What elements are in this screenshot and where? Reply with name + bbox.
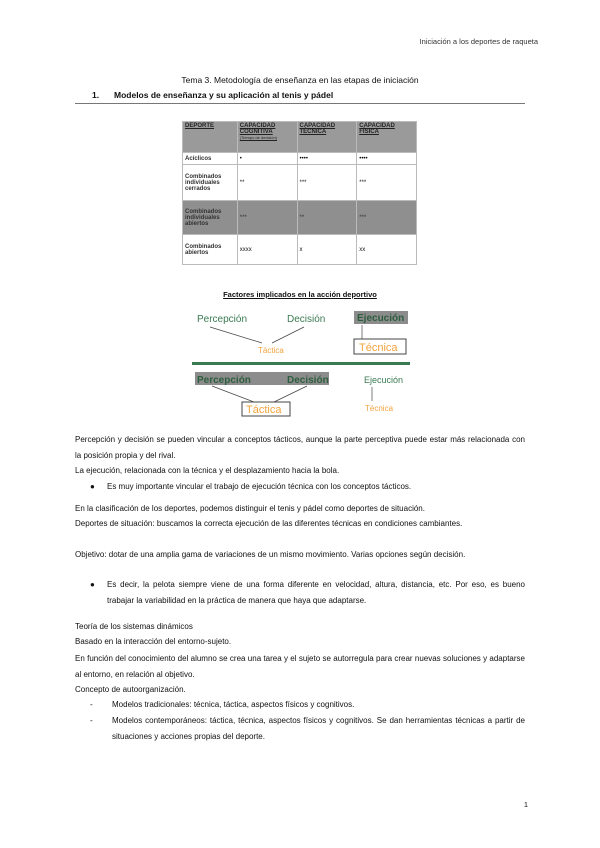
bullet-text: Es muy importante vincular el trabajo de ejecución técnica con los conceptos tácticos. [107,482,412,491]
bullet-text: Es decir, la pelota siempre viene de una forma diferente en velocidad, altura, distancia, etc. Por eso, es bueno trabajar la variabilidad en la práctica de manera que haya que adaptarse. [107,580,525,605]
paragraph: En función del conocimiento del alumno se crea una tarea y el sujeto se autorregula para crear nuevas soluciones y adaptarse al entorno, en relación al objetivo. [75,654,525,679]
table-cell: *** [237,201,297,235]
section-number: 1. [92,90,100,100]
document-title: Tema 3. Metodología de enseñanza en las etapas de iniciación [181,75,419,85]
bottom-connector-right [274,386,307,402]
dash-text: Modelos contemporáneos: táctica, técnica, aspectos físicos y cognitivos. Se dan herramientas técnicas a partir de situaciones y acciones propias del deporte. [112,716,525,741]
table-row [183,235,417,265]
table-cell: Combinados abiertos [183,235,238,265]
table-row [183,153,417,165]
bottom-tactics-label: Táctica [246,404,282,416]
top-technique-label: Técnica [359,342,398,354]
table-cell: Combinados individuales abiertos [183,201,238,235]
table-header: CAPACIDAD COGNITIVA (Tiempo de decisión) [237,122,297,153]
header-note: (Tiempo de decisión) [239,135,277,140]
table-cell: ** [297,201,357,235]
table-header: CAPACIDAD TÉCNICA [297,122,357,153]
paragraph: Basado en la interacción del entorno-sujeto. [75,637,232,646]
paragraph: En la clasificación de los deportes, podemos distinguir el tenis y pádel como deportes de situación. [75,504,425,513]
section-title: Modelos de enseñanza y su aplicación al tenis y pádel [114,90,334,100]
top-perception-label: Percepción [197,314,248,325]
dash-marker: - [90,700,93,709]
table-cell: Combinados individuales cerrados [183,165,238,201]
dash-item [90,713,525,745]
bullet-item [90,479,525,495]
paragraph: Percepción y decisión se pueden vincular a conceptos tácticos, aunque la parte perceptiva puede estar más relacionada con la posición propia y del rival. [75,435,525,460]
table-header: DEPORTE [183,122,238,153]
table-cell: •••• [297,153,357,165]
running-header: Iniciación a los deportes de raqueta [419,37,538,46]
bullet-item [90,577,525,609]
top-execution-label: Ejecución [357,313,405,324]
subheading: Teoría de los sistemas dinámicos [75,622,193,631]
capacity-table [182,121,417,265]
dash-item [90,697,525,713]
table-cell: Acíclicos [183,153,238,165]
table-cell: x [297,235,357,265]
table-header: CAPACIDAD FÍSICA [357,122,417,153]
bullet-marker: ● [90,580,95,589]
dash-marker: - [90,716,93,725]
table-cell: *** [357,201,417,235]
bottom-decision-label: Decisión [287,375,329,386]
paragraph: Concepto de autoorganización. [75,685,186,694]
bottom-execution-label: Ejecución [364,375,404,385]
bullet-marker: ● [90,482,95,491]
diagram-separator [192,362,410,365]
table-cell: • [237,153,297,165]
paragraph: La ejecución, relacionada con la técnica y el desplazamiento hacia la bola. [75,466,340,475]
bottom-perception-label: Percepción [197,375,251,386]
table-row [183,201,417,235]
bottom-technique-label: Técnica [365,404,394,413]
table-cell: *** [357,165,417,201]
paragraph: Objetivo: dotar de una amplia gama de variaciones de un mismo movimiento. Varias opciones según decisión. [75,550,466,559]
bottom-connector-left [212,386,254,402]
table-row [183,165,417,201]
table-header-row [183,122,417,153]
top-connector-left [210,327,262,343]
factors-diagram [192,305,410,417]
dash-text: Modelos tradicionales: técnica, táctica, aspectos físicos y cognitivos. [112,700,355,709]
page-number: 1 [523,800,528,809]
table-cell: •••• [357,153,417,165]
section-heading [92,90,333,100]
paragraph: Deportes de situación: buscamos la correcta ejecución de las diferentes técnicas en condiciones cambiantes. [75,519,463,528]
table-cell: ** [237,165,297,201]
top-connector-right [272,327,304,343]
top-tactics-label: Táctica [258,346,284,355]
table-cell: xx [357,235,417,265]
factors-title: Factores implicados en la acción deportivo [223,290,377,299]
top-decision-label: Decisión [287,314,326,325]
table-cell: xxxx [237,235,297,265]
table-cell: *** [297,165,357,201]
heading-underline [75,103,525,104]
